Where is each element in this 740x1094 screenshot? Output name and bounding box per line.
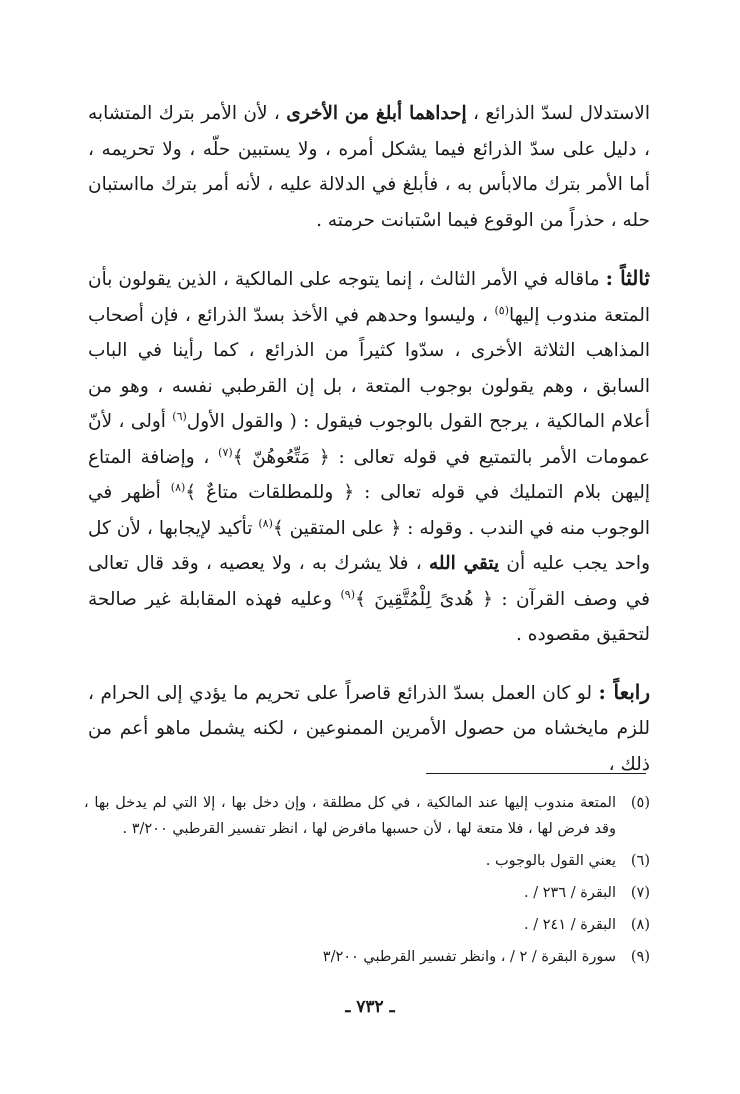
footnote-number: (٥) xyxy=(630,795,650,811)
bold-phrase: يتقي الله xyxy=(429,553,500,574)
footnote-7 xyxy=(84,880,650,906)
footnote-ref-5: (٥) xyxy=(494,303,509,317)
footnote-separator xyxy=(426,773,646,774)
paragraph-3: رابعاً : لو كان العمل بسدّ الذرائع قاصراً على تحريم ما يؤدي إلى الحرام ، للزم مايخشاه من حصول الأمرين الممنوعين ، لكنه يشمل ماهو أعم من ذلك ، xyxy=(88,679,650,775)
footnotes xyxy=(84,790,650,976)
footnote-ref-8: (٨) xyxy=(170,480,186,494)
footnote-text: المتعة مندوب إليها عند المالكية ، في كل مطلقة ، وإن دخل بها ، إلا التي لم يدخل بها ، وقد فرض لها ، فلا متعة لها ، لأن حسبها مافرض لها ، انظر تفسير القرطبي ٣/٢٠٠ . xyxy=(84,795,616,837)
footnote-number: (٦) xyxy=(630,853,650,869)
footnote-number: (٨) xyxy=(630,917,650,933)
footnote-9 xyxy=(84,944,650,970)
footnote-8 xyxy=(84,912,650,938)
bold-phrase: إحداهما أبلغ من الأخرى xyxy=(286,103,467,124)
footnote-number: (٧) xyxy=(630,885,650,901)
footnote-ref-7: (٧) xyxy=(218,445,233,459)
footnote-5 xyxy=(84,790,650,842)
page-number: ـ ٧٣٢ ـ xyxy=(345,997,395,1017)
footnote-text: سورة البقرة / ٢ / ، وانظر تفسير القرطبي ٣/٢٠٠ xyxy=(322,949,616,965)
paragraph-1: الاستدلال لسدّ الذرائع ، إحداهما أبلغ من الأخرى ، لأن الأمر بترك المتشابه ، دليل على سدّ الذرائع فيما يشكل أمره ، ولا يستبين حلّه ، ولا تحريمه ، أما الأمر بترك مالابأس به ، فأبلغ في الدلالة عليه ، لأنه أمر بترك مااستبان حله ، حذراً من الوقوع فيما اسْتبانت حرمته . xyxy=(88,103,650,231)
footnote-ref-8-second: (٨) xyxy=(258,516,273,530)
paragraph-lead-fourth: رابعاً : xyxy=(598,679,650,704)
paragraph-lead-third: ثالثاً : xyxy=(605,266,650,290)
footnote-text: البقرة / ٢٣٦ / . xyxy=(524,885,616,901)
footnote-ref-6: (٦) xyxy=(172,409,187,423)
footnote-6 xyxy=(84,848,650,874)
footnote-number: (٩) xyxy=(630,949,650,965)
footnote-ref-9: (٩) xyxy=(340,587,355,601)
footnote-text: البقرة / ٢٤١ / . xyxy=(524,917,616,933)
footnote-text: يعني القول بالوجوب . xyxy=(485,853,616,869)
paragraph-2: ثالثاً : ماقاله في الأمر الثالث ، إنما يتوجه على المالكية ، الذين يقولون بأن المتعة مندوب إليها$^{(٥)}$ ، وليسوا وحدهم في الأخذ بسدّ الذرائع ، فإن أصحاب المذاهب الثلاثة الأخرى ، سدّوا كثيراً من الذرائع ، كما رأينا في الباب السابق ، وهم يقولون بوجوب المتعة ، بل إن القرطبي نفسه ، وهو من أعلام المالكية ، يرجح القول بالوجوب فيقول : ( والقول الأول$^{(٦)}$ أولى ، لأنّ عمومات الأمر بالتمتيع في قوله تعالى : ﴿ مَتِّعُوهُنّ ﴾$^{(٧)}$ ، وإضافة المتاع إليهن بلام التمليك في قوله تعالى : ﴿ وللمطلقات متاعٌ ﴾$^{(٨)}$ أظهر في الوجوب منه في الندب . وقوله : ﴿ على المتقين ﴾$^{(٨)}$ تأكيد لإيجابها ، لأن كل واحد يجب عليه أن يتقي الله ، فلا يشرك به ، ولا يعصيه ، وقد قال تعالى في وصف القرآن : ﴿ هُدىً لِلْمُتَّقِينَ ﴾$^{(٩)}$ وعليه فهذه المقابلة غير صالحة لتحقيق مقصوده . xyxy=(88,266,651,645)
main-text xyxy=(88,96,650,782)
